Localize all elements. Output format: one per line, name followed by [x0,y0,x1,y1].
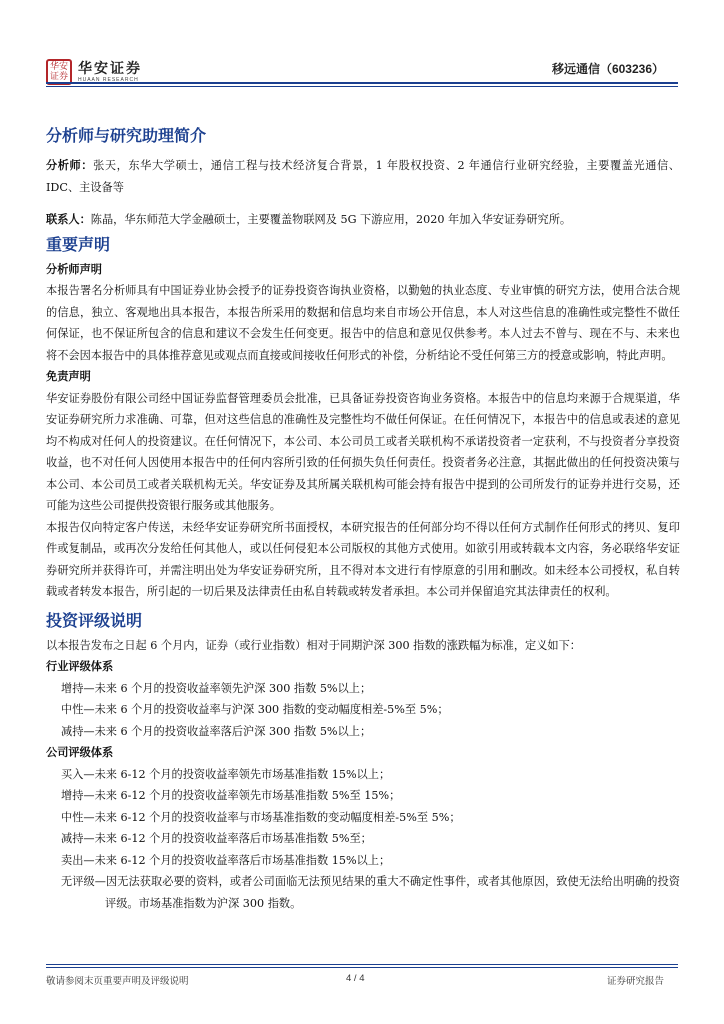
rating-section-title: 投资评级说明 [46,610,143,630]
logo-name: 华安证券 [78,60,142,77]
company-rating-item: 中性—未来 6-12 个月的投资收益率与市场基准指数的变动幅度相差-5%至 5%； [61,810,461,824]
contact-paragraph [46,209,680,231]
analyst-paragraph [46,155,680,198]
industry-rating-item: 中性—未来 6 个月的投资收益率与沪深 300 指数的变动幅度相差-5%至 5%； [61,703,449,716]
company-rating-item: 无评级—因无法获取必要的资料，或者公司面临无法预见结果的重大不确定性事件，或者其他原因，致使无法给出明确的投资评级。市场基准指数为沪深 300 指数。 [61,875,680,910]
footer-disclaimer-note: 敬请参阅末页重要声明及评级说明 [46,976,189,987]
analyst-section-title: 分析师与研究助理简介 [46,126,207,145]
disclaimer-section-title: 重要声明 [46,234,111,254]
company-rating-title: 公司评级体系 [46,745,114,759]
logo-text [78,61,142,84]
footer-divider [46,964,678,965]
exemption-paragraph-1: 华安证券股份有限公司经中国证券监督管理委员会批准，已具备证券投资咨询业务资格。本报告中的信息均来源于合规渠道，华安证券研究所力求准确、可靠，但对这些信息的准确性及完整性均不做任何保证。在任何情况下，本报告中的信息或表述的意见均不构成对任何人的投资建议。在任何情况下，本公司、本公司员工或者关联机构不承诺投资者一定获利，不与投资者分享投资收益，也不对任何人因使用本报告中的任何内容所引致的任何损失负任何责任。投资者务必注意，其据此做出的任何投资决策与本公司、本公司员工或者关联机构无关。华安证券及其所属关联机构可能会持有报告中提到的公司所发行的证券并进行交易，还可能为这些公司提供投资银行服务或其他服务。 [46,391,680,512]
exemption-paragraph-2: 本报告仅向特定客户传送，未经华安证券研究所书面授权，本研究报告的任何部分均不得以任何方式制作任何形式的拷贝、复印件或复制品，或再次分发给任何其他人，或以任何侵犯本公司版权的其他方式使用。如欲引用或转载本文内容，务必联络华安证券研究所并获得许可，并需注明出处为华安证券研究所，且不得对本文进行有悖原意的引用和删改。如未经本公司授权，私自转载或者转发本报告，所引起的一切后果及法律责任由私自转载或转发者承担。本公司并保留追究其法律责任的权利。 [46,520,680,598]
industry-rating-item: 减持—未来 6 个月的投资收益率落后沪深 300 指数 5%以上； [61,724,372,738]
industry-rating-title: 行业评级体系 [46,659,114,673]
page-content [46,122,680,914]
contact-text: 陈晶，华东师范大学金融硕士，主要覆盖物联网及 5G 下游应用，2020 年加入华安证券研究所。 [90,213,572,226]
analyst-label: 分析师： [46,158,94,172]
page-header [46,56,678,90]
contact-label: 联系人： [46,212,91,226]
company-rating-item: 增持—未来 6-12 个月的投资收益率领先市场基准指数 5%至 15%； [61,789,401,802]
header-divider [46,82,678,84]
analyst-statement-text: 本报告署名分析师具有中国证券业协会授予的证券投资咨询执业资格，以勤勉的执业态度、专业审慎的研究方法，使用合法合规的信息，独立、客观地出具本报告，本报告所采用的数据和信息均来自市场公开信息，本人对这些信息的准确性或完整性不做任何保证，也不保证所包含的信息和建议不会发生任何变更。报告中的信息和意见仅供参考。本人过去不曾与、现在不与、未来也将不会因本报告中的具体推荐意见或观点而直接或间接收任何形式的补偿，分析结论不受任何第三方的授意或影响，特此声明。 [46,284,680,362]
header-divider-thin [46,86,678,87]
rating-intro: 以本报告发布之日起 6 个月内，证券（或行业指数）相对于同期沪深 300 指数的涨跌幅为标准，定义如下： [46,638,581,652]
company-ticker: 移远通信（603236） [551,62,664,76]
logo-english-name: HUAAN RESEARCH [78,76,139,83]
company-rating-item: 卖出—未来 6-12 个月的投资收益率落后市场基准指数 15%以上； [61,853,391,867]
analyst-text: 张天，东华大学硕士，通信工程与技术经济复合背景，1 年股权投资、2 年通信行业研究经验，主要覆盖光通信、IDC、主设备等 [46,159,680,194]
analyst-statement-title: 分析师声明 [46,261,102,276]
exemption-title: 免责声明 [46,369,91,383]
report-type: 证券研究报告 [606,976,664,987]
logo-seal-icon: 华安证券 [46,59,72,85]
page-footer [46,964,678,994]
page-number: 4 / 4 [346,973,365,984]
company-rating-item: 买入—未来 6-12 个月的投资收益率领先市场基准指数 15%以上； [61,767,391,781]
company-rating-item: 减持—未来 6-12 个月的投资收益率落后市场基准指数 5%至； [61,832,372,845]
footer-divider-thin [46,967,678,968]
industry-rating-item: 增持—未来 6 个月的投资收益率领先沪深 300 指数 5%以上； [61,681,372,695]
